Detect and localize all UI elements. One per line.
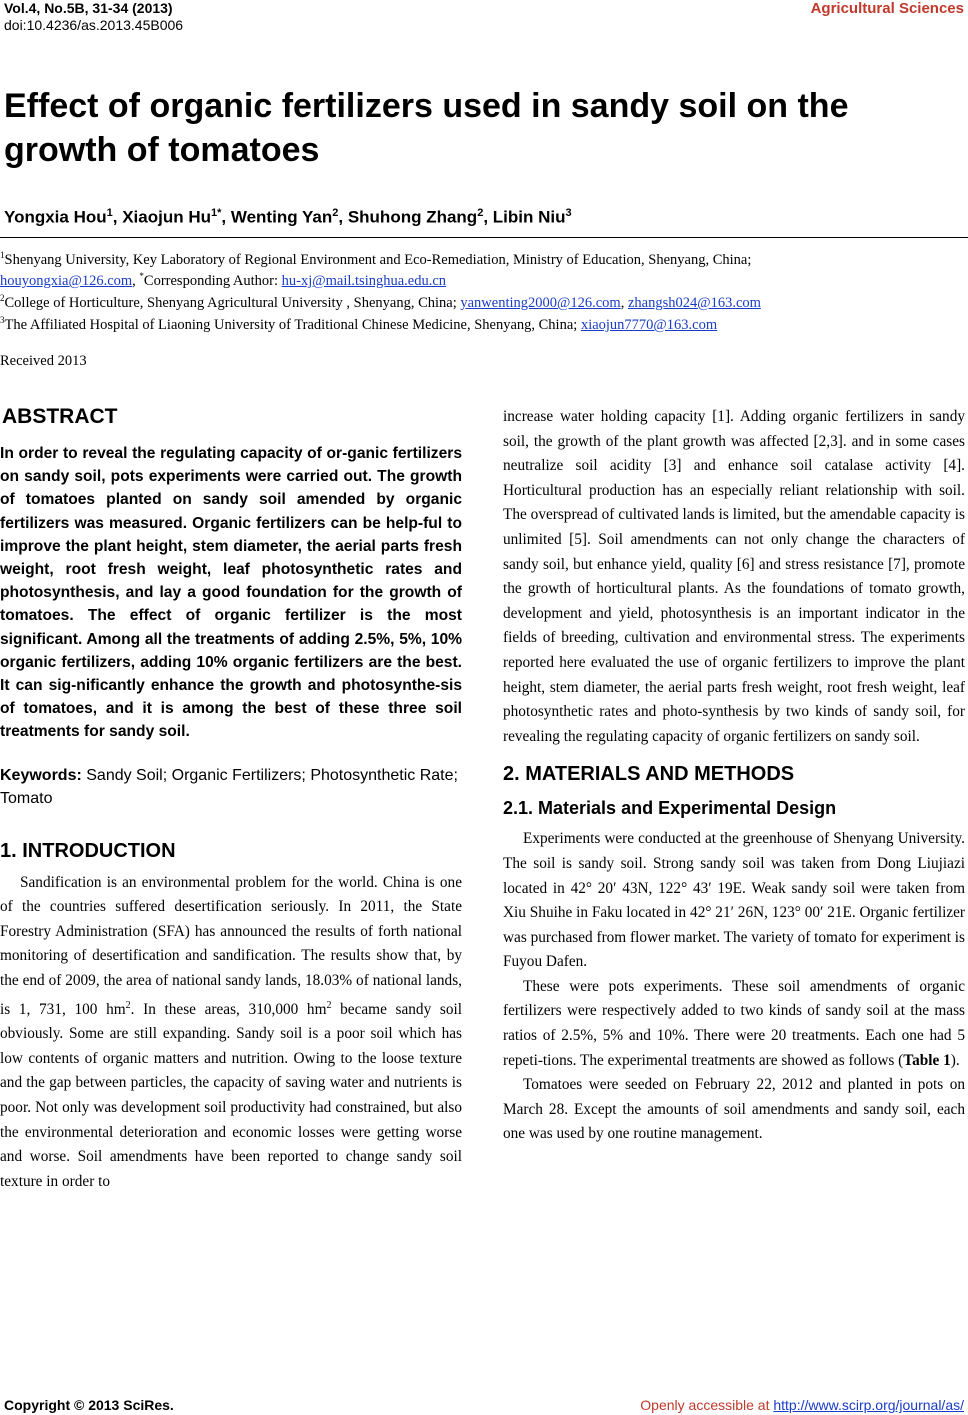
email-link[interactable]: zhangsh024@163.com bbox=[627, 294, 761, 311]
received-date: Received 2013 bbox=[0, 353, 87, 369]
affiliation-text: Shenyang University, Key Laboratory of Regional Environment and Eco-Remediation, Ministry of Education, Shenyang, China; bbox=[4, 251, 752, 268]
affiliation-sup: 3 bbox=[0, 315, 5, 325]
affiliation-3 bbox=[0, 310, 964, 336]
email-link[interactable]: houyongxia@126.com bbox=[0, 272, 133, 289]
abstract-heading: ABSTRACT bbox=[2, 405, 118, 428]
author-name: Libin Niu bbox=[492, 207, 566, 227]
paper-title: Effect of organic fertilizers used in sandy soil on the growth of tomatoes bbox=[4, 87, 849, 169]
affiliation-sup: 1 bbox=[0, 250, 5, 260]
affiliation-sup: 2 bbox=[0, 293, 5, 303]
keywords-text: Sandy Soil; Organic Fertilizers; Photosynthetic Rate; Tomato bbox=[0, 766, 458, 807]
intro-text: Sandification is an environmental problem for the world. China is one of the countries suffered desertification seriously. In 2011, the State Forestry Administration (SFA) has announced the results of forth national monitoring of desertification and sandification. The results show that, by the end of 2009, the area of national sandy lands, 18.03% of national lands, is 1, 731, 100 hm bbox=[0, 873, 462, 1018]
copyright: Copyright © 2013 SciRes. bbox=[4, 1397, 174, 1413]
author-sup: 1* bbox=[211, 207, 222, 219]
superscript: 2 bbox=[326, 999, 332, 1011]
abstract-text: In order to reveal the regulating capacity of or-ganic fertilizers on sandy soil, pots experiments were carried out. The growth of tomatoes planted on sandy soil amended by organic fertilizers was measured. Organic fertilizers can be help-ful to improve the plant height, stem diameter, the aerial parts fresh weight, root fresh weight, leaf photosynthetic rates and photosynthesis, and lay a good foundation for the growth of tomatoes. The effect of organic fertilizer is the most significant. Among all the treatments of adding 2.5%, 5%, 10% organic fertilizers, adding 10% organic fertilizers are the best. It can sig-nificantly enhance the growth and photosynthe-sis of tomatoes, and it is among the best of these three soil treatments for sandy soil. bbox=[0, 445, 462, 741]
author-name: Yongxia Hou bbox=[4, 207, 107, 227]
author-name: Shuhong Zhang bbox=[347, 207, 478, 227]
volume-info: Vol.4, No.5B, 31-34 (2013) bbox=[4, 0, 173, 16]
author-list: Yongxia Hou$^1$, Xiaojun $Hu^{1*}$, Wenting Yan$^2$, Shuhong Zhang$^2$, Libin Niu$^3$ bbox=[4, 207, 572, 227]
corresponding-label: Corresponding Author: bbox=[143, 272, 282, 289]
superscript: 2 bbox=[125, 999, 131, 1011]
methods-heading: 2. MATERIALS AND METHODS bbox=[503, 763, 795, 786]
author-sup: 2 bbox=[477, 207, 484, 219]
header-divider bbox=[0, 237, 968, 238]
affiliation-text: The Affiliated Hospital of Liaoning University of Traditional Chinese Medicine, Shenyang, China; bbox=[4, 316, 581, 333]
right-column bbox=[503, 405, 965, 1147]
open-access-text: Openly accessible at bbox=[640, 1397, 774, 1413]
methods-subheading: 2.1. Materials and Experimental Design bbox=[503, 798, 837, 819]
journal-url-link[interactable]: http://www.scirp.org/journal/as/ bbox=[773, 1397, 964, 1413]
author-name: Wenting Yan bbox=[230, 207, 333, 227]
corresponding-email-link[interactable]: hu-xj@mail.tsinghua.edu.cn bbox=[281, 272, 447, 289]
doi: doi:10.4236/as.2013.45B006 bbox=[4, 17, 184, 33]
intro-paragraph-1 bbox=[0, 871, 462, 1195]
email-link[interactable]: yanwenting2000@126.com bbox=[460, 294, 621, 311]
author-sup: 3 bbox=[565, 207, 572, 219]
methods-paragraph-2 bbox=[503, 975, 965, 1073]
author-sup: 1 bbox=[106, 207, 113, 219]
table-reference: Table 1 bbox=[903, 1051, 951, 1069]
email-link[interactable]: xiaojun7770@163.com bbox=[580, 316, 718, 333]
author-sup: 2 bbox=[332, 207, 339, 219]
intro-text: . In these areas, 310,000 hm bbox=[130, 1000, 327, 1018]
corresponding-sup: * bbox=[139, 271, 144, 281]
affiliation-text: College of Horticulture, Shenyang Agricultural University , Shenyang, China; bbox=[4, 294, 461, 311]
methods-text: These were pots experiments. These soil amendments of organic fertilizers were respectively added to two kinds of sandy soil at the mass ratios of 2.5%, 5% and 10%. There were 20 treatments. Each one had 5 repeti-tions. The experimental treatments are showed as follows ( bbox=[503, 977, 965, 1069]
keywords-label: Keywords: bbox=[0, 766, 82, 784]
keywords bbox=[0, 764, 462, 810]
affiliation-2: $^2$College of Horticulture, Shenyang Agricultural University , Shenyang, China; yanwenting2000@126.com, zhangsh024@163.com bbox=[0, 293, 761, 311]
intro-text: became sandy soil obviously. Some are still expanding. Sandy soil is a poor soil which has low contents of organic matters and nutrition. Owing to the loose texture and the gap between particles, the capacity of saving water and nutrients is poor. Not only was development soil productivity had constrained, but also the environmental deterioration and economic losses were getting worse and worse. Soil amendments have been reported to change sandy soil texture in order to bbox=[0, 1000, 462, 1190]
affiliation-1-contact: houyongxia@126.com, *Corresponding Author: hu-xj@mail.tsinghua.edu.cn bbox=[0, 271, 447, 289]
intro-paragraph-2: increase water holding capacity [1]. Adding organic fertilizers in sandy soil, the growth of the plant growth was affected [2,3]. and in some cases neutralize soil acidity [3] and enhance soil catalase activity [4]. Horticultural production has an especially reliant relationship with soil. The overspread of cultivated lands is limited, but the amendable capacity is unlimited [5]. Soil amendments can not only change the characters of sandy soil, but enhance yield, quality [6] and stress resistance [7], promote the growth of horticultural plants. As the foundations of tomato growth, development and yield, photosynthesis is an important indicator in the fields of breeding, cultivation and environmental stress. The experiments reported here evaluated the use of organic fertilizers to improve the plant height, stem diameter, the aerial parts fresh weight, root fresh weight, leaf photosynthetic rates and photo-synthesis by two kinds of sandy soil, for revealing the regulating capacity of organic fertilizers on sandy soil. bbox=[503, 408, 965, 745]
left-column bbox=[0, 405, 462, 1194]
methods-paragraph-3: Tomatoes were seeded on February 22, 2012 and planted in pots on March 28. Except the amounts of soil amendments and sandy soil, each one was used by one routine management. bbox=[503, 1076, 965, 1143]
methods-paragraph-1: Experiments were conducted at the greenhouse of Shenyang University. The soil is sandy soil. Strong sandy soil was taken from Dong Liujiazi located in 42° 20′ 43N, 122° 43′ 19E. Weak sandy soil were taken from Xiu Shuihe in Faku located in 42° 21′ 26N, 123° 00′ 21E. Organic fertilizer was purchased from flower market. The variety of tomato for experiment is Fuyou Dafen. bbox=[503, 830, 965, 971]
author-name: Xiaojun Hu bbox=[122, 207, 211, 227]
journal-name: Agricultural Sciences bbox=[810, 0, 964, 17]
intro-heading: 1. INTRODUCTION bbox=[0, 839, 176, 862]
open-access-note bbox=[640, 1397, 964, 1413]
methods-text: ). bbox=[950, 1051, 960, 1069]
